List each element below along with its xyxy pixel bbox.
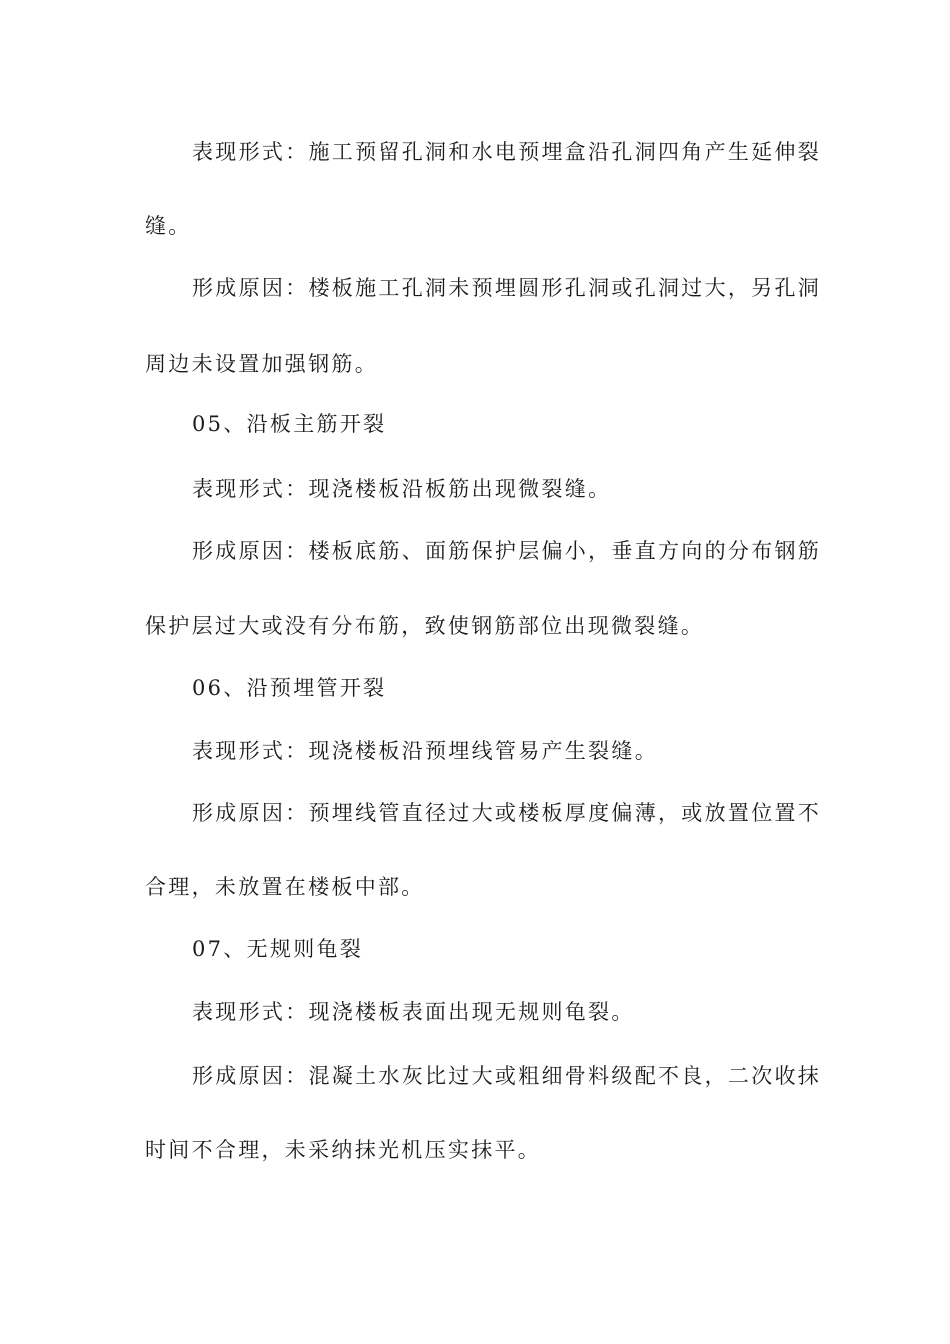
paragraph-line: 表现形式：现浇楼板沿板筋出现微裂缝。	[192, 477, 612, 501]
paragraph-line: 表现形式：现浇楼板沿预埋线管易产生裂缝。	[192, 739, 658, 763]
paragraph-line: 周边未设置加强钢筋。	[145, 352, 378, 376]
paragraph-line: 形成原因：混凝土水灰比过大或粗细骨料级配不良，二次收抹	[192, 1064, 822, 1088]
section-heading: 07、无规则龟裂	[192, 937, 364, 961]
paragraph-line: 形成原因：楼板施工孔洞未预埋圆形孔洞或孔洞过大，另孔洞	[192, 276, 822, 300]
section-heading: 06、沿预埋管开裂	[192, 676, 387, 700]
paragraph-line: 合理，未放置在楼板中部。	[145, 875, 425, 899]
paragraph-line: 缝。	[145, 214, 192, 238]
paragraph-line: 保护层过大或没有分布筋，致使钢筋部位出现微裂缝。	[145, 614, 705, 638]
paragraph-line: 表现形式：现浇楼板表面出现无规则龟裂。	[192, 1000, 635, 1024]
section-heading: 05、沿板主筋开裂	[192, 412, 387, 436]
paragraph-line: 形成原因：预埋线管直径过大或楼板厚度偏薄，或放置位置不	[192, 801, 822, 825]
paragraph-line: 形成原因：楼板底筋、面筋保护层偏小，垂直方向的分布钢筋	[192, 539, 822, 563]
paragraph-line: 时间不合理，未采纳抹光机压实抹平。	[145, 1138, 542, 1162]
paragraph-line: 表现形式：施工预留孔洞和水电预埋盒沿孔洞四角产生延伸裂	[192, 140, 822, 164]
